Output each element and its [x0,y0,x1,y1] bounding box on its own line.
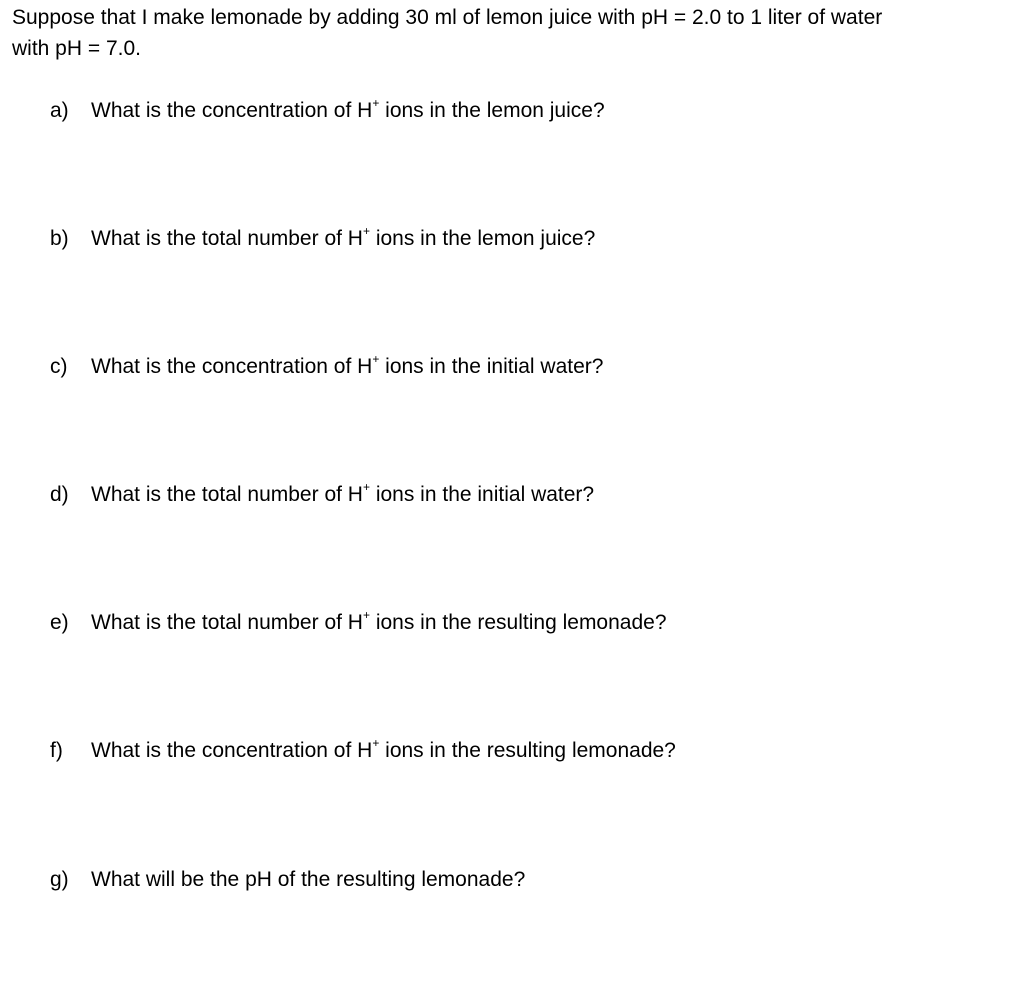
question-text-end: ions in the resulting lemonade? [369,611,667,634]
superscript-plus: + [372,96,380,110]
question-text: What is the total number of H [91,227,363,250]
question-e [50,609,667,637]
question-text: What is the total number of H [91,483,363,506]
question-text-end: ions in the lemon juice? [379,99,605,122]
problem-statement-line-1: Suppose that I make lemonade by adding 30 ml of lemon juice with pH = 2.0 to 1 liter of water [12,6,883,29]
superscript-plus: + [362,608,370,622]
question-g [50,866,525,894]
superscript-plus: + [372,736,380,750]
question-f [50,737,676,765]
question-text-end: ions in the resulting lemonade? [379,739,676,762]
question-letter: d) [50,483,69,506]
question-letter: a) [50,99,69,122]
question-text: What is the concentration of H [91,355,373,378]
superscript-plus: + [362,224,370,238]
problem-statement [12,2,1020,64]
question-letter: f) [50,739,63,762]
question-text: What is the concentration of H [91,99,373,122]
question-letter: e) [50,611,69,634]
question-text: What is the total number of H [91,611,363,634]
question-letter: c) [50,355,68,378]
question-c [50,353,603,381]
question-letter: b) [50,227,69,250]
question-letter: g) [50,868,69,891]
problem-statement-line-2: with pH = 7.0. [12,37,141,60]
question-text: What is the concentration of H [91,739,373,762]
question-a [50,97,605,125]
superscript-plus: + [372,352,380,366]
superscript-plus: + [362,480,370,494]
question-b [50,225,595,253]
question-d [50,481,594,509]
question-text-end: ions in the initial water? [379,355,604,378]
question-text: What will be the pH of the resulting lemonade? [91,868,526,891]
question-text-end: ions in the initial water? [369,483,595,506]
question-text-end: ions in the lemon juice? [369,227,596,250]
